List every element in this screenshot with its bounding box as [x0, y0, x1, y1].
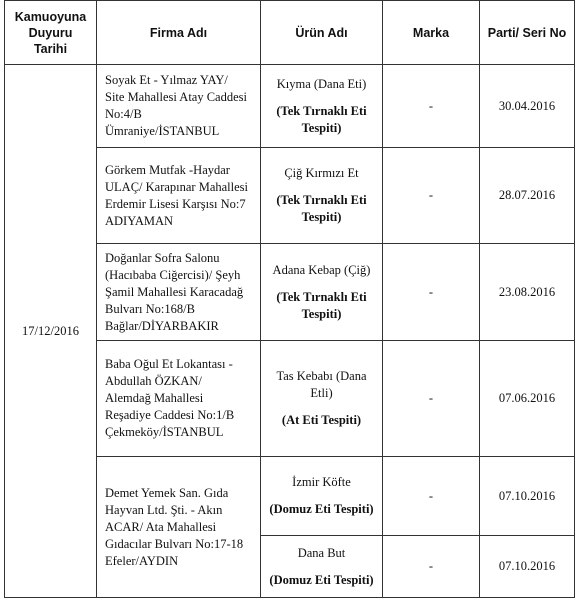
firm-name-line: Erdemir Lisesi Karşısı No:7: [105, 196, 246, 211]
firm-name-line: ACAR/ Ata Mahallesi: [105, 519, 217, 534]
product-name-cell: [261, 148, 383, 244]
brand-cell: -: [383, 341, 480, 457]
lot-number-cell: 30.04.2016: [480, 65, 575, 148]
product-name-cell: [261, 341, 383, 457]
firm-name-line: Site Mahallesi Atay Caddesi: [105, 90, 247, 104]
brand-cell: -: [383, 148, 480, 244]
header-date-line-3: Tarihi: [33, 41, 68, 56]
header-brand: Marka: [383, 1, 480, 65]
product-name-cell: [261, 244, 383, 341]
product-finding-note: Tespiti): [301, 306, 342, 321]
product-name: İzmir Köfte: [292, 475, 351, 489]
header-date-line-1: Kamuoyuna: [14, 9, 87, 24]
lot-number-cell: 07.06.2016: [480, 341, 575, 457]
firm-name-line: Abdullah ÖZKAN/: [105, 374, 202, 388]
lot-number-cell: 23.08.2016: [480, 244, 575, 341]
announcement-date-cell: 17/12/2016: [5, 65, 97, 598]
firm-name-line: Doğanlar Sofra Salonu: [105, 250, 220, 265]
firm-name-line: Alemdağ Mahallesi: [105, 391, 204, 405]
product-finding-note: (Tek Tırnaklı Eti: [276, 289, 367, 304]
product-finding-note: (Domuz Eti Tespiti): [269, 502, 374, 516]
product-finding-note: (Tek Tırnaklı Eti: [276, 103, 367, 118]
firm-name-line: Soyak Et - Yılmaz YAY/: [105, 73, 228, 87]
firm-name-line: Bulvarı No:168/B: [105, 301, 195, 316]
firm-name-line: (Hacıbaba Ciğercisi)/ Şeyh: [105, 267, 241, 282]
lot-number-cell: 07.10.2016: [480, 457, 575, 536]
firm-name-line: No:4/B: [105, 107, 142, 121]
firm-name-line: Gıdacılar Bulvarı No:17-18: [105, 536, 244, 551]
firm-name-line: ULAÇ/ Karapınar Mahallesi: [105, 179, 249, 194]
firm-name-line: Görkem Mutfak -Haydar: [105, 162, 230, 177]
firm-name-line: Demet Yemek San. Gıda: [105, 485, 229, 500]
firm-name-line: Reşadiye Caddesi No:1/B: [105, 408, 235, 422]
header-date-line-2: Duyuru: [28, 25, 73, 40]
firm-name-line: Hayvan Ltd. Şti. - Akın: [105, 502, 223, 517]
product-name: Kıyma (Dana Eti): [276, 76, 367, 91]
product-finding-note: (Domuz Eti Tespiti): [269, 572, 374, 587]
firm-name-cell: [97, 244, 261, 341]
header-lot-number: Parti/ Seri No: [480, 1, 575, 65]
firm-name-line: Şamil Mahallesi Karacadağ: [105, 284, 244, 299]
firm-name-line: Efeler/AYDIN: [105, 553, 179, 568]
product-finding-note: Tespiti): [301, 210, 342, 224]
table-row: [5, 65, 575, 148]
product-name-cell: [261, 536, 383, 598]
header-firm-name: Firma Adı: [97, 1, 261, 65]
brand-cell: -: [383, 457, 480, 536]
product-finding-note: Tespiti): [301, 120, 342, 135]
firm-name-cell: [97, 148, 261, 244]
product-finding-note: (At Eti Tespiti): [281, 413, 362, 427]
header-announcement-date: [5, 1, 97, 65]
brand-cell: -: [383, 244, 480, 341]
product-name: Dana But: [297, 545, 346, 560]
firm-name-line: Baba Oğul Et Lokantası -: [105, 357, 233, 371]
product-name: Tas Kebabı (Dana Etli): [276, 369, 367, 400]
table-body: [5, 65, 575, 598]
header-row: [5, 1, 575, 65]
product-finding-note: (Tek Tırnaklı Eti: [276, 193, 367, 207]
firm-name-line: Bağlar/DİYARBAKIR: [105, 318, 219, 333]
product-name-cell: [261, 65, 383, 148]
lot-number-cell: 07.10.2016: [480, 536, 575, 598]
firm-name-line: Ümraniye/İSTANBUL: [105, 124, 220, 138]
product-name-cell: [261, 457, 383, 536]
firm-name-cell: [97, 65, 261, 148]
lot-number-cell: 28.07.2016: [480, 148, 575, 244]
brand-cell: -: [383, 536, 480, 598]
recall-table: [4, 0, 575, 598]
firm-name-line: Çekmeköy/İSTANBUL: [105, 425, 224, 439]
product-name: Adana Kebap (Çiğ): [272, 262, 371, 277]
firm-name-cell: [97, 341, 261, 457]
brand-cell: -: [383, 65, 480, 148]
firm-name-line: ADIYAMAN: [105, 213, 174, 228]
firm-name-cell: [97, 457, 261, 598]
product-name: Çiğ Kırmızı Et: [284, 166, 359, 180]
header-product-name: Ürün Adı: [261, 1, 383, 65]
